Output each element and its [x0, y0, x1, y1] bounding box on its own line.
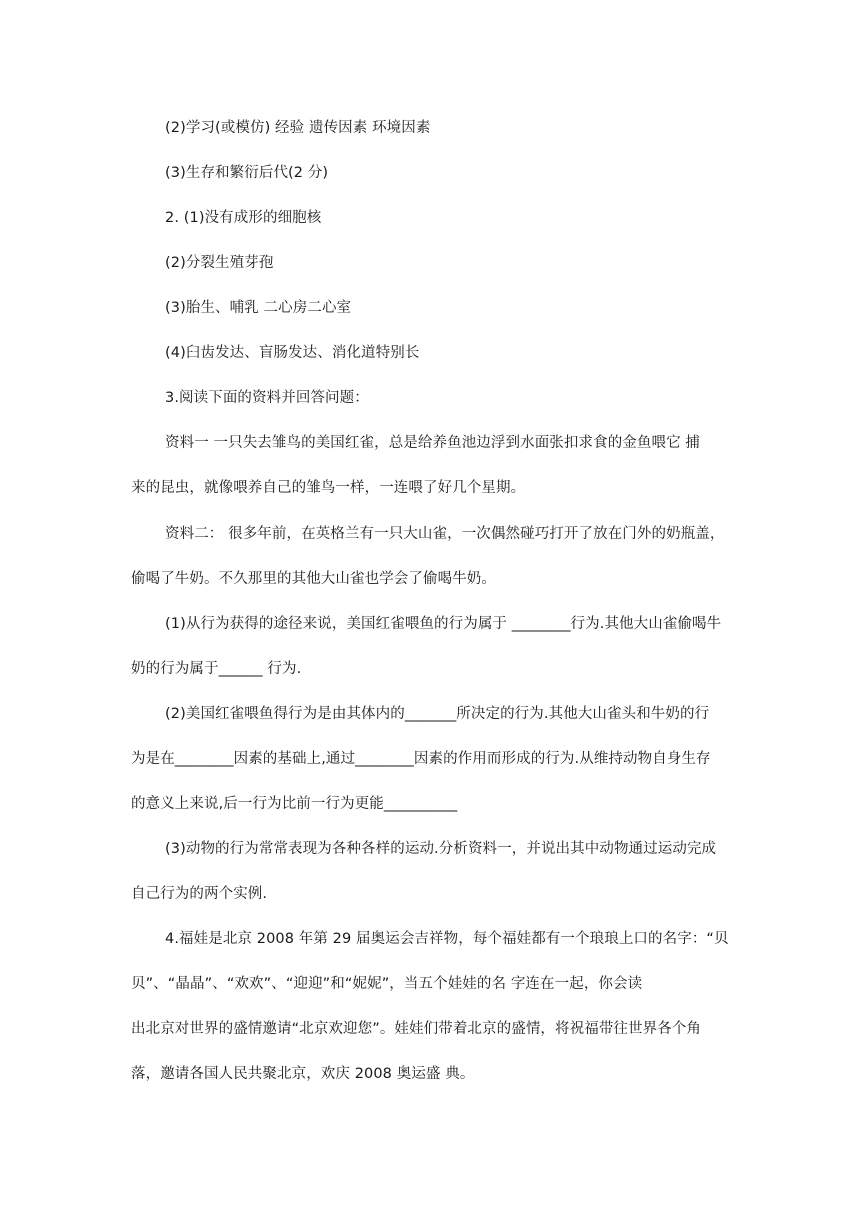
question-4-line-1: 4.福娃是北京 2008 年第 29 届奥运会吉祥物，每个福娃都有一个琅琅上口的名字：“贝: [165, 931, 729, 947]
material-2-line-2: 偷喝了牛奶。不久那里的其他大山雀也学会了偷喝牛奶。: [131, 571, 496, 587]
q3-sub2-line-2: 为是在________因素的基础上,通过________因素的作用而形成的行为.从维持动物自身生存: [131, 751, 711, 767]
answer-line-2-3: (3)生存和繁衍后代(2 分): [165, 165, 329, 181]
material-1-line-2: 来的昆虫，就像喂养自己的雏鸟一样，一连喂了好几个星期。: [131, 480, 526, 496]
material-1-line-1: 资料一 一只失去雏鸟的美国红雀，总是给养鱼池边浮到水面张扣求食的金鱼喂它 捕: [165, 435, 701, 451]
q3-sub3-line-2: 自己行为的两个实例.: [131, 886, 268, 902]
q3-sub2-line-1: (2)美国红雀喂鱼得行为是由其体内的_______所决定的行为.其他大山雀头和牛奶的行: [165, 706, 710, 722]
question-3-heading: 3.阅读下面的资料并回答问题：: [165, 390, 369, 406]
question-4-line-4: 落，邀请各国人民共聚北京，欢庆 2008 奥运盛 典。: [131, 1066, 475, 1082]
q3-sub2-line-3: 的意义上来说,后一行为比前一行为更能__________: [131, 796, 458, 812]
answer-line-q2-2: (2)分裂生殖芽孢: [165, 255, 274, 271]
question-4-line-3: 出北京对世界的盛情邀请“北京欢迎您”。娃娃们带着北京的盛情，将祝福带往世界各个角: [131, 1021, 702, 1037]
q3-sub1-line-1: (1)从行为获得的途径来说，美国红雀喂鱼的行为属于 ________行为.其他大山雀偷喝牛: [165, 616, 722, 632]
material-2-line-1: 资料二： 很多年前，在英格兰有一只大山雀，一次偶然碰巧打开了放在门外的奶瓶盖，: [165, 526, 725, 542]
answer-line-2-2: (2)学习(或模仿) 经验 遗传因素 环境因素: [165, 120, 431, 136]
q3-sub3-line-1: (3)动物的行为常常表现为各种各样的运动.分析资料一，并说出其中动物通过运动完成: [165, 841, 717, 857]
question-4-line-2: 贝”、“晶晶”、“欢欢”、“迎迎”和“妮妮”，当五个娃娃的名 字连在一起，你会读: [131, 976, 643, 992]
answer-line-q2-4: (4)臼齿发达、盲肠发达、消化道特别长: [165, 345, 420, 361]
question-2-heading: 2. (1)没有成形的细胞核: [165, 210, 322, 226]
answer-line-q2-3: (3)胎生、哺乳 二心房二心室: [165, 300, 352, 316]
q3-sub1-line-2: 奶的行为属于______ 行为.: [131, 661, 302, 677]
